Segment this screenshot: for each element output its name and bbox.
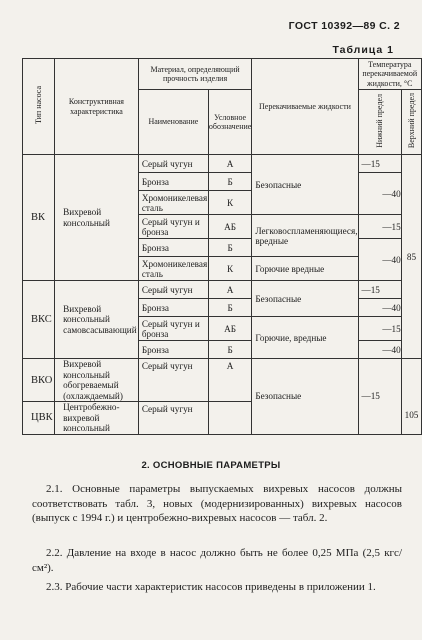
page-header: ГОСТ 10392—89 С. 2 (288, 20, 400, 32)
material-cell: Серый чугун (138, 402, 208, 435)
temp-low-cell: —15 (382, 317, 401, 341)
code-cell: К (208, 257, 251, 281)
material-cell: Хромоникелевая сталь (138, 257, 208, 281)
paragraph-2-3: 2.3. Рабочие части характеристик насосов приведены в приложении 1. (46, 581, 376, 593)
material-cell: Серый чугун (138, 281, 208, 299)
temp-low-cell: —15 (358, 359, 382, 435)
temp-low-cell: —40 (382, 341, 401, 359)
col-design-header: Конструктивная характеристика (55, 59, 139, 155)
fluid-cell: Горючие, вредные (252, 317, 358, 359)
type-cell: ЦВК (23, 402, 55, 435)
design-cell: Вихревой консольный обогреваемый (охлаждаемый) (55, 359, 139, 402)
material-cell: Серый чугун и бронза (138, 215, 208, 239)
temp-high-cell: 105 (402, 359, 422, 435)
temp-low-cell: —40 (382, 239, 401, 281)
code-cell: Б (208, 299, 251, 317)
code-cell: Б (208, 239, 251, 257)
code-cell: Б (208, 341, 251, 359)
design-cell: Вихревой консольный (55, 155, 139, 281)
code-cell: К (208, 191, 251, 215)
fluid-cell: Безопасные (252, 359, 358, 435)
type-cell: ВКС (23, 281, 55, 359)
col-temp-header: Температура перекачиваемой жидкости, °С (358, 59, 421, 90)
type-cell: ВКО (23, 359, 55, 402)
col-material-name-header: Наименование (138, 90, 208, 155)
code-cell: А (208, 155, 251, 173)
material-cell: Серый чугун и бронза (138, 317, 208, 341)
code-cell: АБ (208, 215, 251, 239)
fluid-cell: Горючие вредные (252, 257, 358, 281)
pump-table (22, 58, 422, 435)
temp-low-cell: —40 (382, 173, 401, 215)
code-cell: АБ (208, 317, 251, 341)
material-cell: Бронза (138, 299, 208, 317)
code-cell: А (208, 281, 251, 299)
fluid-cell: Безопасные (252, 155, 358, 215)
material-cell: Бронза (138, 173, 208, 191)
table-title: Таблица 1 (332, 44, 394, 56)
header-row-1 (23, 59, 422, 90)
col-temp-high-header: Верхний предел (402, 90, 422, 155)
col-material-code-header: Условное обозначение (208, 90, 251, 155)
design-cell: Центробежно-вихревой консольный (55, 402, 139, 435)
material-cell: Хромоникелевая сталь (138, 191, 208, 215)
code-cell (208, 402, 251, 435)
temp-low-cell: —15 (358, 155, 382, 173)
fluid-cell: Безопасные (252, 281, 358, 317)
col-type-header: Тип насоса (23, 59, 55, 155)
section-title: 2. ОСНОВНЫЕ ПАРАМЕТРЫ (141, 460, 281, 471)
fluid-cell: Легковоспламеняющиеся, вредные (252, 215, 358, 257)
temp-low-cell: —15 (358, 281, 382, 299)
table-row (23, 155, 422, 173)
type-cell: ВК (23, 155, 55, 281)
material-cell: Серый чугун (138, 155, 208, 173)
material-cell: Бронза (138, 239, 208, 257)
temp-low-cell: —40 (382, 299, 401, 317)
paragraph-2-1: 2.1. Основные параметры выпускаемых вихревых насосов должны соответствовать табл. 3, новых (модернизированных) вихревых насосов (выпуск с 1994 г.) и центробежно-вихревых насосов — табл. 2. (32, 483, 402, 524)
material-cell: Серый чугун (138, 359, 208, 402)
code-cell: А (208, 359, 251, 402)
material-cell: Бронза (138, 341, 208, 359)
design-cell: Вихревой консольный самовсасывающий (55, 281, 139, 359)
table-row (23, 281, 422, 299)
col-material-header: Материал, определяющий прочность изделия (138, 59, 252, 90)
code-cell: Б (208, 173, 251, 191)
col-fluid-header: Перекачиваемые жидкости (252, 59, 358, 155)
temp-low-cell: —15 (382, 215, 401, 239)
temp-high-cell: 85 (402, 155, 422, 359)
paragraph-2-2: 2.2. Давление на входе в насос должно быть не более 0,25 МПа (2,5 кгс/см²). (32, 547, 402, 574)
col-temp-low-header: Нижний предел (358, 90, 401, 155)
table-row (23, 359, 422, 402)
